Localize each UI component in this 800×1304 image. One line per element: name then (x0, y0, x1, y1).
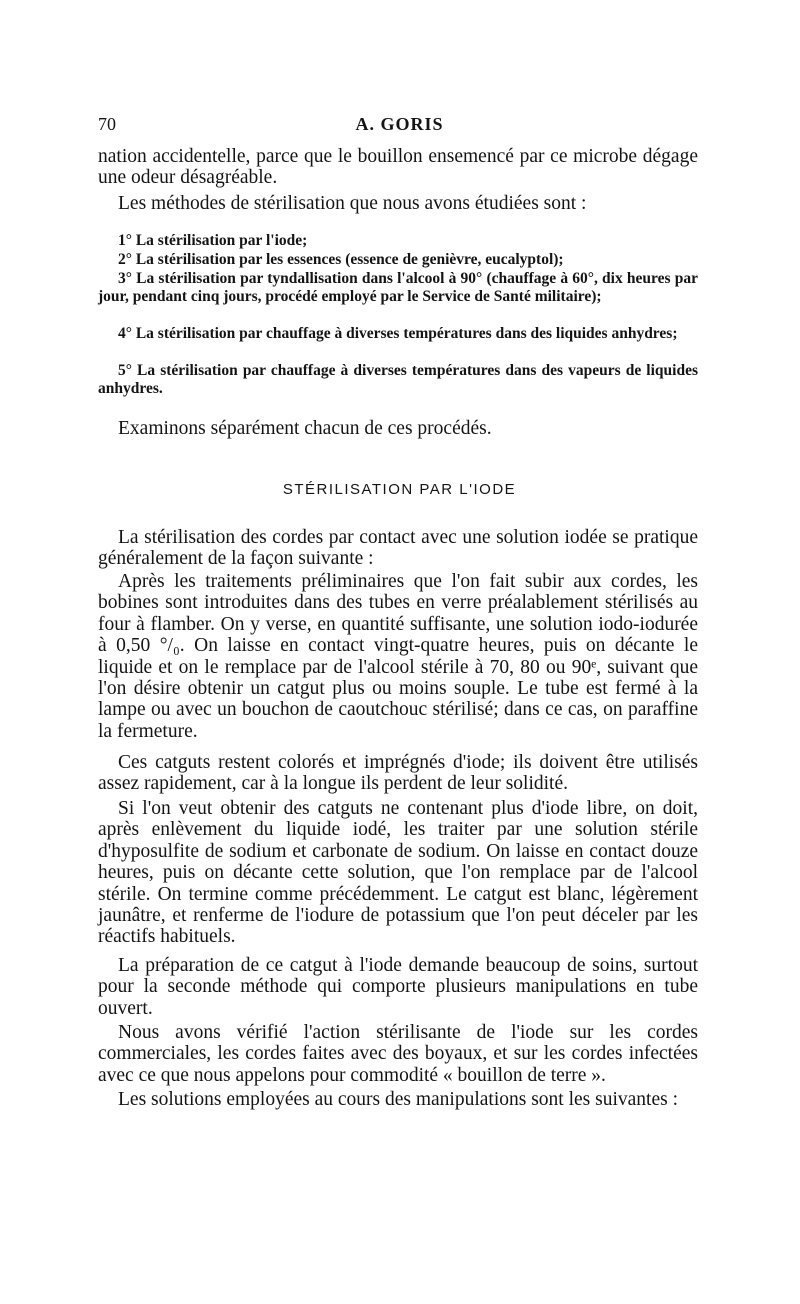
paragraph-procedure: Après les traitements préliminaires que l'on fait subir aux cordes, les bobines sont introduites dans des tubes en verre préalablement stérilisés au four à flamber. On y verse, en quantité suffisante, une solution iodo-iodurée à 0,50 °/₀. On laisse en contact vingt-quatre heures, puis on décante le liquide et on le remplace par de l'alcool stérile à 70, 80 ou 90ᵉ, suivant que l'on désire obtenir un catgut plus ou moins souple. Le tube est fermé à la lampe ou avec un bouchon de caoutchouc stérilisé; dans ce cas, on paraffine la fermeture. (98, 571, 698, 742)
running-title: A. GORIS (355, 114, 444, 134)
list-item: 2° La stérilisation par les essences (essence de genièvre, eucalyptol); (118, 251, 564, 268)
paragraph-iodine-intro: La stérilisation des cordes par contact avec une solution iodée se pratique généralement de la façon suivante : (98, 527, 698, 570)
paragraph-free-iodine: Si l'on veut obtenir des catguts ne contenant plus d'iode libre, on doit, après enlèvement du liquide iodé, les traiter par une solution stérile d'hyposulfite de sodium et carbonate de sodium. On laisse en contact douze heures, puis on décante cette solution, que l'on remplace par de l'alcool stérile. On termine comme précédemment. Le catgut est blanc, légèrement jaunâtre, et renferme de l'iodure de potassium que l'on peut déceler par les réactifs habituels. (98, 798, 698, 948)
paragraph-examinons: Examinons séparément chacun de ces procédés. (118, 418, 492, 439)
paragraph-verification: Nous avons vérifié l'action stérilisante de l'iode sur les cordes commerciales, les cordes faites avec des boyaux, et sur les cordes infectées avec ce que nous appelons pour commodité « bouillon de terre ». (98, 1022, 698, 1086)
paragraph-solutions: Les solutions employées au cours des manipulations sont les suivantes : (118, 1089, 679, 1110)
paragraph-preparation: La préparation de ce catgut à l'iode demande beaucoup de soins, surtout pour la seconde méthode qui comporte plusieurs manipulations en tube ouvert. (98, 955, 698, 1019)
paragraph-methods-intro: Les méthodes de stérilisation que nous avons étudiées sont : (118, 193, 587, 214)
paragraph-colored: Ces catguts restent colorés et imprégnés d'iode; ils doivent être utilisés assez rapidement, car à la longue ils perdent de leur solidité. (98, 752, 698, 795)
list-item: 5° La stérilisation par chauffage à diverses températures dans des vapeurs de liquides anhydres. (98, 362, 698, 397)
paragraph-continuation: nation accidentelle, parce que le bouillon ensemencé par ce microbe dégage une odeur désagréable. (98, 146, 698, 189)
section-heading: STÉRILISATION PAR L'IODE (282, 481, 517, 498)
page-number: 70 (98, 114, 116, 134)
list-item: 4° La stérilisation par chauffage à diverses températures dans des liquides anhydres; (118, 325, 678, 342)
list-item: 3° La stérilisation par tyndallisation dans l'alcool à 90° (chauffage à 60°, dix heures par jour, pendant cinq jours, procédé employé par le Service de Santé militaire); (98, 270, 698, 305)
list-item: 1° La stérilisation par l'iode; (118, 232, 308, 249)
running-head (98, 114, 701, 138)
